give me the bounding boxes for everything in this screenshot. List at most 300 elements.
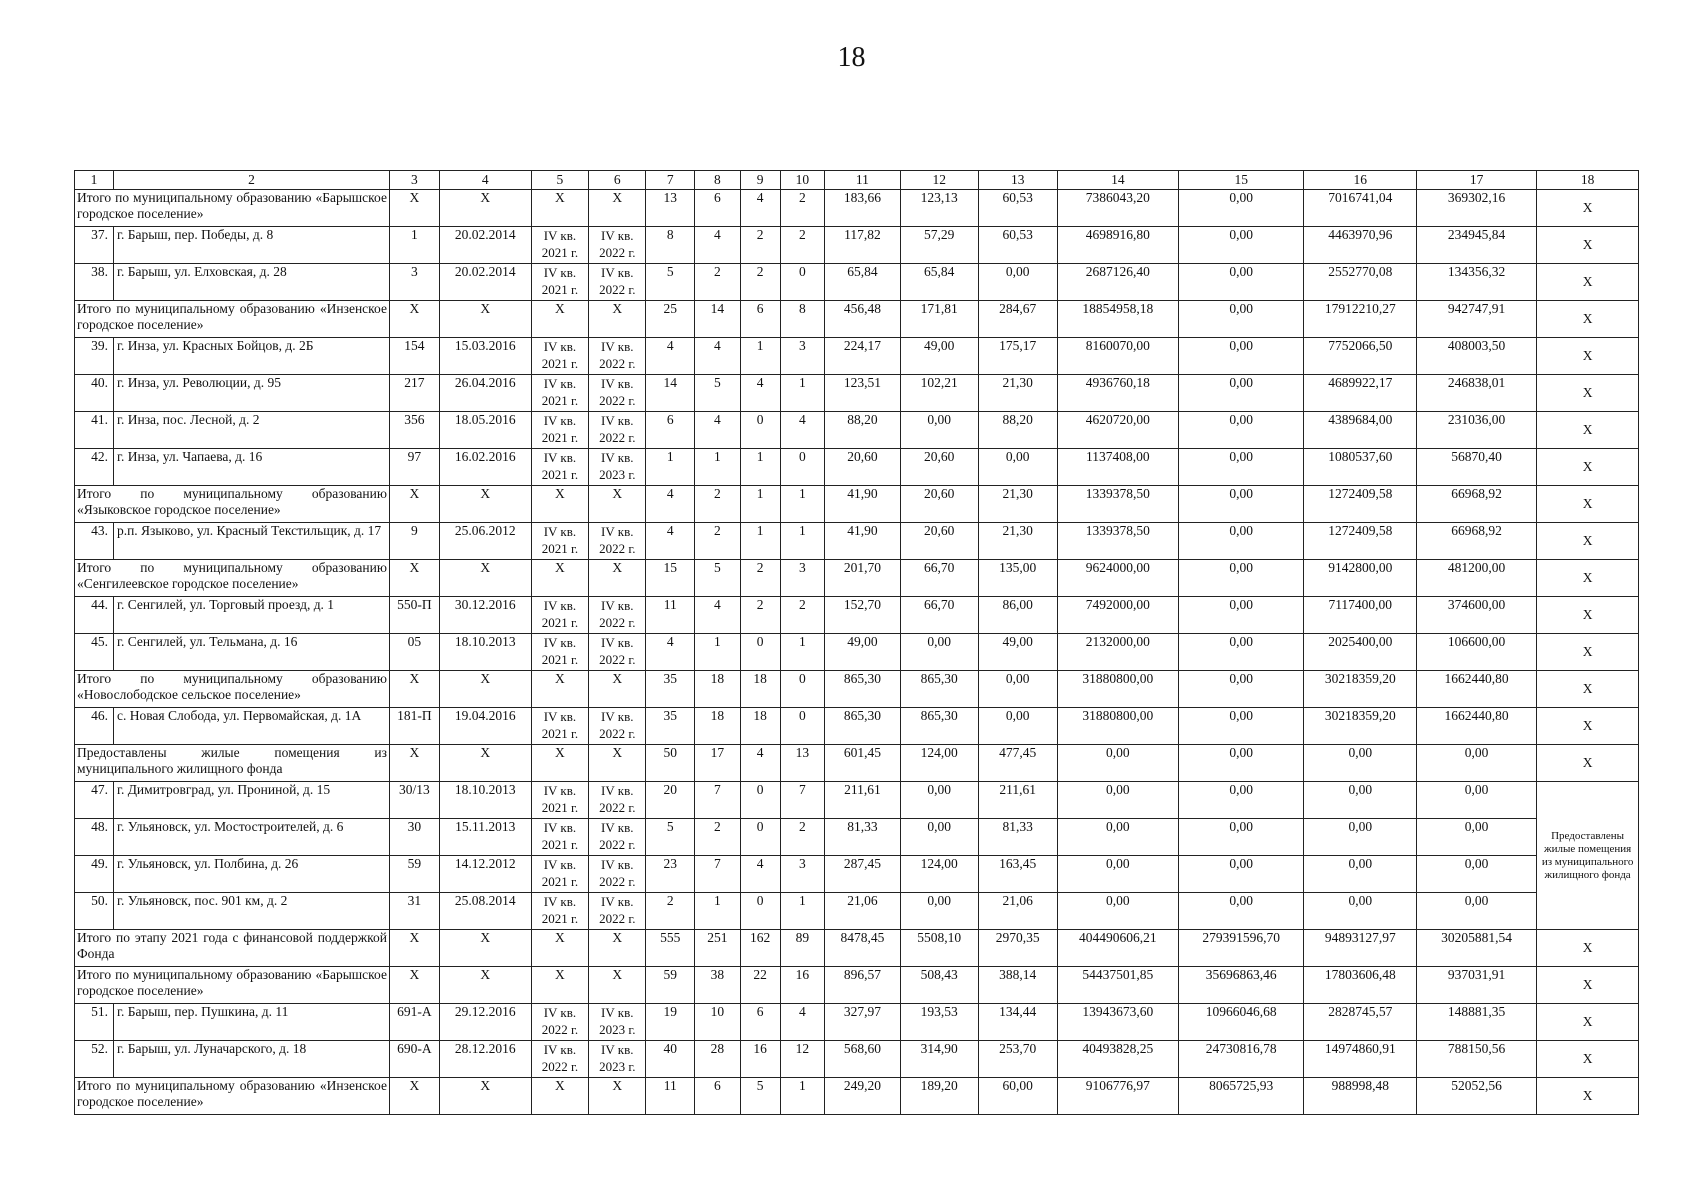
value-cell-7: 1 xyxy=(646,449,695,486)
document-date-cell: X xyxy=(439,190,531,227)
table-row xyxy=(75,819,1639,856)
document-number-cell: X xyxy=(389,486,439,523)
value-cell-13: 211,61 xyxy=(978,782,1057,819)
value-cell-11: 117,82 xyxy=(825,227,901,264)
demolition-plan-date-cell: X xyxy=(589,560,646,597)
value-cell-11: 865,30 xyxy=(825,708,901,745)
program-table xyxy=(74,170,1639,1115)
resettlement-plan-date-cell: IV кв. 2021 г. xyxy=(531,856,588,893)
value-cell-8: 5 xyxy=(695,375,740,412)
resettlement-plan-date-cell: IV кв. 2021 г. xyxy=(531,634,588,671)
table-row xyxy=(75,227,1639,264)
value-cell-15: 0,00 xyxy=(1178,634,1304,671)
value-cell-9: 0 xyxy=(740,782,780,819)
document-date-cell: 15.11.2013 xyxy=(439,819,531,856)
value-cell-8: 1 xyxy=(695,634,740,671)
value-cell-16: 1272409,58 xyxy=(1304,523,1417,560)
column-number-cell: 1 xyxy=(75,171,114,190)
subtotal-label: Предоставлены жилые помещения из муниципального жилищного фонда xyxy=(75,745,390,782)
value-cell-15: 0,00 xyxy=(1178,856,1304,893)
column-number-cell: 2 xyxy=(113,171,389,190)
address-cell: г. Инза, ул. Красных Бойцов, д. 2Б xyxy=(113,338,389,375)
address-cell: г. Инза, ул. Чапаева, д. 16 xyxy=(113,449,389,486)
value-cell-18: X xyxy=(1537,523,1639,560)
subtotal-row xyxy=(75,967,1639,1004)
column-number-cell: 18 xyxy=(1537,171,1639,190)
address-cell: г. Барыш, ул. Елховская, д. 28 xyxy=(113,264,389,301)
demolition-plan-date-cell: IV кв. 2022 г. xyxy=(589,782,646,819)
value-cell-17: 369302,16 xyxy=(1417,190,1537,227)
value-cell-15: 0,00 xyxy=(1178,412,1304,449)
value-cell-12: 66,70 xyxy=(900,597,978,634)
resettlement-plan-date-cell: IV кв. 2021 г. xyxy=(531,819,588,856)
resettlement-plan-date-cell: IV кв. 2022 г. xyxy=(531,1041,588,1078)
value-cell-14: 9624000,00 xyxy=(1057,560,1178,597)
value-cell-17: 408003,50 xyxy=(1417,338,1537,375)
value-cell-12: 49,00 xyxy=(900,338,978,375)
value-cell-9: 4 xyxy=(740,375,780,412)
document-number-cell: X xyxy=(389,560,439,597)
demolition-plan-date-cell: IV кв. 2022 г. xyxy=(589,856,646,893)
document-date-cell: X xyxy=(439,1078,531,1115)
table-row xyxy=(75,1041,1639,1078)
demolition-plan-date-cell: IV кв. 2022 г. xyxy=(589,597,646,634)
value-cell-10: 1 xyxy=(780,893,824,930)
value-cell-8: 38 xyxy=(695,967,740,1004)
value-cell-13: 0,00 xyxy=(978,671,1057,708)
column-number-cell: 9 xyxy=(740,171,780,190)
value-cell-14: 1137408,00 xyxy=(1057,449,1178,486)
table-row xyxy=(75,856,1639,893)
value-cell-10: 4 xyxy=(780,412,824,449)
resettlement-plan-date-cell: IV кв. 2021 г. xyxy=(531,412,588,449)
document-number-cell: 691-А xyxy=(389,1004,439,1041)
value-cell-18: X xyxy=(1537,264,1639,301)
value-cell-15: 10966046,68 xyxy=(1178,1004,1304,1041)
resettlement-plan-date-cell: IV кв. 2021 г. xyxy=(531,708,588,745)
resettlement-plan-date-cell: IV кв. 2021 г. xyxy=(531,227,588,264)
value-cell-18: X xyxy=(1537,634,1639,671)
column-number-cell: 5 xyxy=(531,171,588,190)
value-cell-11: 81,33 xyxy=(825,819,901,856)
value-cell-10: 4 xyxy=(780,1004,824,1041)
value-cell-11: 20,60 xyxy=(825,449,901,486)
subtotal-row xyxy=(75,745,1639,782)
value-cell-11: 123,51 xyxy=(825,375,901,412)
value-cell-15: 0,00 xyxy=(1178,190,1304,227)
column-number-row xyxy=(75,171,1639,190)
subtotal-label: Итого по муниципальному образованию «Языковское городское поселение» xyxy=(75,486,390,523)
value-cell-9: 16 xyxy=(740,1041,780,1078)
value-cell-18: X xyxy=(1537,486,1639,523)
value-cell-10: 2 xyxy=(780,227,824,264)
table-row xyxy=(75,375,1639,412)
value-cell-13: 21,06 xyxy=(978,893,1057,930)
value-cell-14: 13943673,60 xyxy=(1057,1004,1178,1041)
value-cell-11: 65,84 xyxy=(825,264,901,301)
value-cell-13: 81,33 xyxy=(978,819,1057,856)
subtotal-label: Итого по муниципальному образованию «Инзенское городское поселение» xyxy=(75,1078,390,1115)
value-cell-14: 0,00 xyxy=(1057,819,1178,856)
value-cell-16: 1272409,58 xyxy=(1304,486,1417,523)
value-cell-12: 171,81 xyxy=(900,301,978,338)
value-cell-18: X xyxy=(1537,708,1639,745)
value-cell-9: 4 xyxy=(740,856,780,893)
value-cell-14: 31880800,00 xyxy=(1057,708,1178,745)
value-cell-14: 7386043,20 xyxy=(1057,190,1178,227)
value-cell-17: 148881,35 xyxy=(1417,1004,1537,1041)
value-cell-12: 0,00 xyxy=(900,893,978,930)
value-cell-17: 0,00 xyxy=(1417,745,1537,782)
value-cell-15: 0,00 xyxy=(1178,782,1304,819)
value-cell-16: 17912210,27 xyxy=(1304,301,1417,338)
subtotal-label: Итого по этапу 2021 года с финансовой поддержкой Фонда xyxy=(75,930,390,967)
value-cell-16: 14974860,91 xyxy=(1304,1041,1417,1078)
value-cell-11: 865,30 xyxy=(825,671,901,708)
document-number-cell: 356 xyxy=(389,412,439,449)
value-cell-8: 4 xyxy=(695,597,740,634)
document-date-cell: 19.04.2016 xyxy=(439,708,531,745)
value-cell-9: 18 xyxy=(740,671,780,708)
resettlement-plan-date-cell: X xyxy=(531,930,588,967)
subtotal-label: Итого по муниципальному образованию «Новослободское сельское поселение» xyxy=(75,671,390,708)
document-number-cell: 59 xyxy=(389,856,439,893)
value-cell-14: 31880800,00 xyxy=(1057,671,1178,708)
value-cell-9: 5 xyxy=(740,1078,780,1115)
value-cell-10: 2 xyxy=(780,190,824,227)
subtotal-row xyxy=(75,560,1639,597)
value-cell-17: 0,00 xyxy=(1417,782,1537,819)
value-cell-16: 9142800,00 xyxy=(1304,560,1417,597)
value-cell-17: 246838,01 xyxy=(1417,375,1537,412)
value-cell-7: 40 xyxy=(646,1041,695,1078)
value-cell-16: 2828745,57 xyxy=(1304,1004,1417,1041)
value-cell-8: 2 xyxy=(695,486,740,523)
value-cell-12: 0,00 xyxy=(900,412,978,449)
value-cell-18: X xyxy=(1537,671,1639,708)
value-cell-15: 0,00 xyxy=(1178,301,1304,338)
value-cell-16: 17803606,48 xyxy=(1304,967,1417,1004)
value-cell-12: 66,70 xyxy=(900,560,978,597)
value-cell-14: 7492000,00 xyxy=(1057,597,1178,634)
value-cell-10: 3 xyxy=(780,338,824,375)
value-cell-10: 13 xyxy=(780,745,824,782)
value-cell-15: 0,00 xyxy=(1178,745,1304,782)
subtotal-row xyxy=(75,671,1639,708)
document-date-cell: 20.02.2014 xyxy=(439,227,531,264)
value-cell-15: 35696863,46 xyxy=(1178,967,1304,1004)
column-number-cell: 8 xyxy=(695,171,740,190)
value-cell-9: 0 xyxy=(740,819,780,856)
value-cell-15: 0,00 xyxy=(1178,375,1304,412)
demolition-plan-date-cell: IV кв. 2022 г. xyxy=(589,375,646,412)
value-cell-16: 7752066,50 xyxy=(1304,338,1417,375)
value-cell-16: 2552770,08 xyxy=(1304,264,1417,301)
value-cell-10: 1 xyxy=(780,634,824,671)
table-row xyxy=(75,338,1639,375)
document-number-cell: 30 xyxy=(389,819,439,856)
document-date-cell: 25.06.2012 xyxy=(439,523,531,560)
value-cell-17: 0,00 xyxy=(1417,893,1537,930)
value-cell-16: 0,00 xyxy=(1304,782,1417,819)
value-cell-7: 11 xyxy=(646,1078,695,1115)
value-cell-8: 18 xyxy=(695,671,740,708)
table-row xyxy=(75,782,1639,819)
value-cell-16: 0,00 xyxy=(1304,819,1417,856)
column-number-cell: 13 xyxy=(978,171,1057,190)
value-cell-7: 25 xyxy=(646,301,695,338)
value-cell-17: 234945,84 xyxy=(1417,227,1537,264)
value-cell-7: 555 xyxy=(646,930,695,967)
address-cell: с. Новая Слобода, ул. Первомайская, д. 1А xyxy=(113,708,389,745)
subtotal-label: Итого по муниципальному образованию «Инзенское городское поселение» xyxy=(75,301,390,338)
value-cell-14: 4936760,18 xyxy=(1057,375,1178,412)
value-cell-12: 5508,10 xyxy=(900,930,978,967)
value-cell-12: 124,00 xyxy=(900,745,978,782)
document-date-cell: X xyxy=(439,967,531,1004)
demolition-plan-date-cell: IV кв. 2023 г. xyxy=(589,449,646,486)
value-cell-11: 88,20 xyxy=(825,412,901,449)
value-cell-13: 477,45 xyxy=(978,745,1057,782)
value-cell-11: 211,61 xyxy=(825,782,901,819)
value-cell-16: 988998,48 xyxy=(1304,1078,1417,1115)
document-date-cell: 16.02.2016 xyxy=(439,449,531,486)
value-cell-15: 0,00 xyxy=(1178,523,1304,560)
value-cell-13: 134,44 xyxy=(978,1004,1057,1041)
value-cell-12: 20,60 xyxy=(900,523,978,560)
value-cell-8: 18 xyxy=(695,708,740,745)
value-cell-13: 163,45 xyxy=(978,856,1057,893)
resettlement-plan-date-cell: X xyxy=(531,301,588,338)
value-cell-9: 18 xyxy=(740,708,780,745)
table-row xyxy=(75,634,1639,671)
table-row xyxy=(75,412,1639,449)
document-date-cell: X xyxy=(439,745,531,782)
value-cell-10: 0 xyxy=(780,264,824,301)
value-cell-9: 0 xyxy=(740,893,780,930)
resettlement-plan-date-cell: IV кв. 2021 г. xyxy=(531,597,588,634)
document-number-cell: 550-П xyxy=(389,597,439,634)
value-cell-17: 52052,56 xyxy=(1417,1078,1537,1115)
value-cell-14: 0,00 xyxy=(1057,745,1178,782)
subtotal-row xyxy=(75,301,1639,338)
value-cell-10: 3 xyxy=(780,856,824,893)
value-cell-13: 388,14 xyxy=(978,967,1057,1004)
document-date-cell: 26.04.2016 xyxy=(439,375,531,412)
value-cell-7: 14 xyxy=(646,375,695,412)
value-cell-12: 189,20 xyxy=(900,1078,978,1115)
value-cell-14: 2132000,00 xyxy=(1057,634,1178,671)
value-cell-15: 0,00 xyxy=(1178,708,1304,745)
value-cell-14: 54437501,85 xyxy=(1057,967,1178,1004)
value-cell-7: 4 xyxy=(646,338,695,375)
demolition-plan-date-cell: IV кв. 2022 г. xyxy=(589,338,646,375)
value-cell-10: 1 xyxy=(780,523,824,560)
resettlement-plan-date-cell: IV кв. 2021 г. xyxy=(531,264,588,301)
value-cell-9: 2 xyxy=(740,227,780,264)
value-cell-9: 4 xyxy=(740,190,780,227)
value-cell-12: 0,00 xyxy=(900,782,978,819)
resettlement-plan-date-cell: X xyxy=(531,560,588,597)
document-number-cell: X xyxy=(389,745,439,782)
value-cell-10: 12 xyxy=(780,1041,824,1078)
demolition-plan-date-cell: X xyxy=(589,486,646,523)
document-date-cell: X xyxy=(439,671,531,708)
value-cell-18: X xyxy=(1537,745,1639,782)
value-cell-7: 8 xyxy=(646,227,695,264)
value-cell-15: 24730816,78 xyxy=(1178,1041,1304,1078)
resettlement-plan-date-cell: X xyxy=(531,745,588,782)
value-cell-18: X xyxy=(1537,412,1639,449)
row-number: 46. xyxy=(75,708,114,745)
row-number: 48. xyxy=(75,819,114,856)
value-cell-14: 1339378,50 xyxy=(1057,523,1178,560)
value-cell-13: 88,20 xyxy=(978,412,1057,449)
demolition-plan-date-cell: IV кв. 2022 г. xyxy=(589,893,646,930)
value-cell-15: 0,00 xyxy=(1178,560,1304,597)
value-cell-16: 4463970,96 xyxy=(1304,227,1417,264)
resettlement-plan-date-cell: IV кв. 2022 г. xyxy=(531,1004,588,1041)
document-date-cell: 14.12.2012 xyxy=(439,856,531,893)
page-number: 18 xyxy=(837,42,866,73)
value-cell-18: X xyxy=(1537,190,1639,227)
value-cell-7: 35 xyxy=(646,671,695,708)
value-cell-9: 4 xyxy=(740,745,780,782)
address-cell: г. Ульяновск, пос. 901 км, д. 2 xyxy=(113,893,389,930)
value-cell-18: X xyxy=(1537,1041,1639,1078)
value-cell-12: 123,13 xyxy=(900,190,978,227)
value-cell-10: 3 xyxy=(780,560,824,597)
address-cell: г. Барыш, ул. Луначарского, д. 18 xyxy=(113,1041,389,1078)
document-number-cell: X xyxy=(389,301,439,338)
column-number-cell: 4 xyxy=(439,171,531,190)
value-cell-12: 124,00 xyxy=(900,856,978,893)
row-number: 37. xyxy=(75,227,114,264)
resettlement-plan-date-cell: X xyxy=(531,671,588,708)
value-cell-10: 0 xyxy=(780,708,824,745)
value-cell-16: 7117400,00 xyxy=(1304,597,1417,634)
column-number-cell: 7 xyxy=(646,171,695,190)
subtotal-label: Итого по муниципальному образованию «Сенгилеевское городское поселение» xyxy=(75,560,390,597)
document-number-cell: 217 xyxy=(389,375,439,412)
value-cell-9: 2 xyxy=(740,264,780,301)
value-cell-14: 2687126,40 xyxy=(1057,264,1178,301)
column-number-cell: 3 xyxy=(389,171,439,190)
value-cell-11: 183,66 xyxy=(825,190,901,227)
value-cell-9: 22 xyxy=(740,967,780,1004)
value-cell-8: 28 xyxy=(695,1041,740,1078)
table-row xyxy=(75,449,1639,486)
value-cell-15: 0,00 xyxy=(1178,338,1304,375)
value-cell-14: 1339378,50 xyxy=(1057,486,1178,523)
document-number-cell: 181-П xyxy=(389,708,439,745)
column-number-cell: 6 xyxy=(589,171,646,190)
value-cell-13: 60,00 xyxy=(978,1078,1057,1115)
value-cell-9: 1 xyxy=(740,486,780,523)
subtotal-label: Итого по муниципальному образованию «Барышское городское поселение» xyxy=(75,190,390,227)
value-cell-11: 601,45 xyxy=(825,745,901,782)
demolition-plan-date-cell: X xyxy=(589,301,646,338)
value-cell-17: 0,00 xyxy=(1417,856,1537,893)
value-cell-18: X xyxy=(1537,597,1639,634)
value-cell-8: 4 xyxy=(695,412,740,449)
value-cell-16: 0,00 xyxy=(1304,745,1417,782)
value-cell-17: 106600,00 xyxy=(1417,634,1537,671)
document-number-cell: 690-А xyxy=(389,1041,439,1078)
value-cell-11: 249,20 xyxy=(825,1078,901,1115)
resettlement-plan-date-cell: X xyxy=(531,1078,588,1115)
value-cell-15: 0,00 xyxy=(1178,819,1304,856)
value-cell-16: 0,00 xyxy=(1304,856,1417,893)
document-number-cell: X xyxy=(389,1078,439,1115)
row-number: 50. xyxy=(75,893,114,930)
address-cell: г. Ульяновск, ул. Мостостроителей, д. 6 xyxy=(113,819,389,856)
value-cell-14: 8160070,00 xyxy=(1057,338,1178,375)
value-cell-9: 2 xyxy=(740,597,780,634)
value-cell-11: 568,60 xyxy=(825,1041,901,1078)
row-number: 40. xyxy=(75,375,114,412)
value-cell-13: 86,00 xyxy=(978,597,1057,634)
value-cell-13: 0,00 xyxy=(978,449,1057,486)
document-number-cell: 1 xyxy=(389,227,439,264)
value-cell-8: 17 xyxy=(695,745,740,782)
resettlement-plan-date-cell: IV кв. 2021 г. xyxy=(531,782,588,819)
value-cell-9: 2 xyxy=(740,560,780,597)
value-cell-16: 0,00 xyxy=(1304,893,1417,930)
value-cell-18: X xyxy=(1537,227,1639,264)
document-date-cell: 29.12.2016 xyxy=(439,1004,531,1041)
value-cell-17: 66968,92 xyxy=(1417,523,1537,560)
resettlement-plan-date-cell: X xyxy=(531,967,588,1004)
value-cell-12: 102,21 xyxy=(900,375,978,412)
document-number-cell: 97 xyxy=(389,449,439,486)
value-cell-10: 2 xyxy=(780,819,824,856)
value-cell-9: 0 xyxy=(740,634,780,671)
value-cell-8: 7 xyxy=(695,782,740,819)
value-cell-8: 251 xyxy=(695,930,740,967)
document-number-cell: 9 xyxy=(389,523,439,560)
value-cell-7: 11 xyxy=(646,597,695,634)
value-cell-15: 0,00 xyxy=(1178,671,1304,708)
address-cell: г. Инза, ул. Революции, д. 95 xyxy=(113,375,389,412)
value-cell-9: 1 xyxy=(740,449,780,486)
value-cell-10: 16 xyxy=(780,967,824,1004)
value-cell-12: 65,84 xyxy=(900,264,978,301)
value-cell-7: 15 xyxy=(646,560,695,597)
document-number-cell: 05 xyxy=(389,634,439,671)
value-cell-18: X xyxy=(1537,930,1639,967)
value-cell-18: X xyxy=(1537,1078,1639,1115)
demolition-plan-date-cell: X xyxy=(589,930,646,967)
value-cell-8: 6 xyxy=(695,1078,740,1115)
value-cell-16: 4389684,00 xyxy=(1304,412,1417,449)
document-date-cell: 30.12.2016 xyxy=(439,597,531,634)
value-cell-18: X xyxy=(1537,449,1639,486)
document-date-cell: 18.10.2013 xyxy=(439,782,531,819)
value-cell-8: 6 xyxy=(695,190,740,227)
value-cell-13: 60,53 xyxy=(978,190,1057,227)
value-cell-15: 0,00 xyxy=(1178,227,1304,264)
value-cell-7: 23 xyxy=(646,856,695,893)
value-cell-11: 201,70 xyxy=(825,560,901,597)
value-cell-12: 20,60 xyxy=(900,486,978,523)
value-cell-18: X xyxy=(1537,967,1639,1004)
demolition-plan-date-cell: IV кв. 2022 г. xyxy=(589,819,646,856)
value-cell-17: 374600,00 xyxy=(1417,597,1537,634)
value-cell-13: 21,30 xyxy=(978,375,1057,412)
value-cell-12: 508,43 xyxy=(900,967,978,1004)
value-cell-13: 0,00 xyxy=(978,708,1057,745)
